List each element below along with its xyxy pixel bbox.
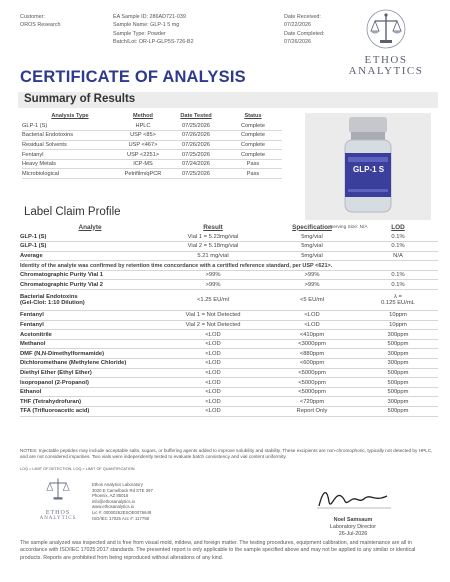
lambda-value: 0.125 EU/mL [381,300,415,307]
cell: <410ppm [266,330,358,340]
cell: USP <85> [118,131,168,141]
label-col-spec: Specification [292,223,332,231]
cell: 07/25/2026 [168,169,224,179]
certificate-title: CERTIFICATE OF ANALYSIS [20,68,246,86]
seal-word-ethos: ETHOS [45,510,71,516]
serving-size: Serving Size: N/A [330,225,368,230]
scales-of-justice-icon [43,473,73,505]
cell: HPLC [118,121,168,131]
summary-col-status: Status [244,113,262,119]
ethos-seal [30,473,86,521]
signer-name: Noel Samsaum [333,517,373,523]
cell: 5mg/vial [266,242,358,252]
table-row [22,140,282,150]
cell: Fentanyl [20,311,160,321]
cell: Fentanyl [22,150,118,160]
cell: 07/25/2026 [168,121,224,131]
sample-name: Sample Name: GLP-1 5 mg [113,22,180,29]
seal-word-analytics: ANALYTICS [39,516,77,521]
cell: Vial 1 = Not Detected [160,311,266,321]
cell: <5000ppm [266,368,358,378]
endotoxin-result: <1.25 EU/ml [160,290,266,311]
cell: 10ppm [358,320,438,330]
cell: Complete [224,121,282,131]
endotoxin-row [20,290,438,311]
cell: <LOD [160,407,266,417]
summary-rows [22,121,282,179]
cell: DMF (N,N-Dimethylformamide) [20,349,160,359]
cell: Ethanol [20,387,160,397]
endotoxin-analyte [20,290,160,311]
date-received-label: Date Received: [284,14,321,20]
cell: Report Only [266,407,358,417]
cell: Residual Solvents [22,140,118,150]
cell: Vial 2 = Not Detected [160,320,266,330]
table-row [20,368,438,378]
signature-scribble [313,486,393,512]
cell: 300ppm [358,359,438,369]
cell: Bacterial Endotoxins [22,131,118,141]
cell: 500ppm [358,387,438,397]
cell: <3000ppm [266,339,358,349]
cell: TFA (Trifluoroacetic acid) [20,407,160,417]
lab-email[interactable]: info@ethosanalytics.io [92,498,136,504]
sample-id: EA Sample ID: 286AD721-039 [113,14,186,20]
table-row [20,378,438,388]
label-col-analyte: Analyte [78,223,102,231]
lab-website[interactable]: www.ethosanalytics.io [92,504,135,510]
cell: <5000ppm [266,387,358,397]
table-row [22,159,282,169]
cell: <720ppm [266,397,358,407]
abbreviation-note: LOQ = LIMIT OF DETECTION, LOQ = LIMIT OF QUANTIFICATION [20,467,135,471]
cell: 500ppm [358,368,438,378]
table-row [22,169,282,179]
summary-col-date: Date Tested [180,113,212,119]
cell: >99% [160,280,266,290]
cell: USP <2251> [118,150,168,160]
endotoxin-spec: <5 EU/ml [266,290,358,311]
customer-label: Customer: [20,14,45,20]
cell: 300ppm [358,349,438,359]
cell: <LOD [160,339,266,349]
table-row [22,150,282,160]
cell: 0.1% [358,280,438,290]
cell: >99% [266,270,358,280]
cell: Complete [224,131,282,141]
endotoxin-name: Bacterial Endotoxins [20,294,78,301]
cell: <5000ppm [266,378,358,388]
sample-type: Sample Type: Powder [113,30,166,37]
cell: 5mg/vial [266,232,358,242]
cell: Microbiological [22,169,118,179]
cell: 300ppm [358,397,438,407]
cell: 500ppm [358,339,438,349]
table-row [22,121,282,131]
cell: Pass [224,169,282,179]
cell: GLP-1 (S) [20,232,160,242]
cell: <LOD [160,378,266,388]
cell: Pass [224,159,282,169]
cell: USP <467> [118,140,168,150]
cell: Vial 2 = 5.18mg/vial [160,242,266,252]
cell: Heavy Metals [22,159,118,169]
lab-address [92,482,153,521]
cell: ICP-MS [118,159,168,169]
cell: Acetonitrile [20,330,160,340]
cell: <LOD [266,311,358,321]
ethos-logo [340,8,432,77]
label-claim-table [20,222,438,417]
cell: 500ppm [358,378,438,388]
dates-block [284,13,324,46]
cell: 500ppm [358,407,438,417]
lab-street: 3020 E Camelback Rd STE 397 [92,487,153,493]
label-col-lod: LOD [391,223,405,231]
scales-of-justice-icon [366,8,406,50]
cell: 5mg/vial [266,251,358,261]
cell: 07/25/2026 [168,150,224,160]
cell: 0.1% [358,232,438,242]
table-row [20,242,438,252]
signature-block [298,486,408,538]
cell: Dichloromethane (Methylene Chloride) [20,359,160,369]
table-row [20,270,438,280]
cell: Methanol [20,339,160,349]
cell: <LOD [160,359,266,369]
notes-paragraph: NOTES: Injectable peptides may include acceptable salts, sugars, or buffering agents added to improve solubility and stability. These excipients are non-chromophoric, typically not detected by HPLC, and are not considered impurities. Two vials were independently tested to evaluate batch consistency and vial content uniformity. [20,448,433,460]
logo-word-ethos: ETHOS [364,54,408,66]
cell: Isopropanol (2-Propanol) [20,378,160,388]
cell: 0.1% [358,270,438,280]
lab-license: Lic #: 00000262ESOE0076649 [92,509,152,515]
customer-name: OROS Research [20,22,61,29]
lab-city: Phoenix, AZ 85016 [92,493,129,499]
disclaimer: The sample analyzed was inspected and is free from visual mold, mildew, and foreign matter. The testing procedures, equipment calibration, and maintenance are all in accordance with ISO/IEC 17025:2017 standards. The presented report is only applicable to the sample specified above and may not be applied to any similar or identical products. Reports are prohibited from being reproduced without alterations of any kind. [20,540,416,561]
identity-note-row [20,261,438,271]
identity-note: Identity of the analyte was confirmed by retention time concordance with a certified reference standard, per USP <621>. [20,261,438,271]
table-row [20,387,438,397]
cell: >99% [266,280,358,290]
customer-block [20,13,60,30]
vial-photo [305,113,431,220]
cell: >99% [160,270,266,280]
signature-date: 26-Jul-2026 [338,531,368,537]
cell: Vial 1 = 5.23mg/vial [160,232,266,242]
signer-role: Laboratory Director [329,524,377,530]
cell: 07/24/2026 [168,159,224,169]
cell: 10ppm [358,311,438,321]
lambda-label: λ = [394,294,402,301]
cell: <LOD [160,397,266,407]
label-claim-heading: Label Claim Profile [24,206,121,218]
cell: <LOD [160,330,266,340]
cell: <LOD [160,349,266,359]
summary-heading: Summary of Results [24,93,136,105]
summary-col-analysis: Analysis Type [51,113,89,119]
table-row [20,251,438,261]
table-row [20,407,438,417]
cell: 07/26/2026 [168,131,224,141]
summary-col-method: Method [133,113,153,119]
table-row [20,339,438,349]
table-row [20,311,438,321]
cell: <880ppm [266,349,358,359]
cell: 300ppm [358,330,438,340]
sample-info-block [113,13,194,46]
date-received: 07/22/2026 [284,22,311,29]
cell: Complete [224,140,282,150]
endotoxin-lod [358,290,438,311]
cell: <600ppm [266,359,358,369]
cell: GLP-1 (S) [20,242,160,252]
table-row [22,131,282,141]
cell: Chromatographic Purity Vial 1 [20,270,160,280]
table-row [20,280,438,290]
table-row [20,320,438,330]
table-row [20,349,438,359]
logo-word-analytics: ANALYTICS [348,65,424,77]
cell: <LOD [266,320,358,330]
cell: THF (Tetrahydrofuran) [20,397,160,407]
cell: Diethyl Ether (Ethyl Ether) [20,368,160,378]
cell: 5.21 mg/vial [160,251,266,261]
table-row [20,330,438,340]
cell: Average [20,251,160,261]
cell: GLP-1 (S) [22,121,118,131]
table-row [20,397,438,407]
date-completed: 07/26/2026 [284,38,311,45]
cell: <LOD [160,368,266,378]
cell: 0.1% [358,242,438,252]
date-completed-label: Date Completed: [284,30,325,37]
cell: Petrifilm/qPCR [118,169,168,179]
table-row [20,359,438,369]
cell: Complete [224,150,282,160]
endotoxin-dilution: (Gel-Clot: 1:10 Dilution) [20,300,85,307]
table-row [20,232,438,242]
summary-table [22,111,282,179]
cell: N/A [358,251,438,261]
cell: <LOD [160,387,266,397]
lab-accreditation: ISO/IEC 17025 Acc #: 117798 [92,515,150,521]
cell: Chromatographic Purity Vial 2 [20,280,160,290]
cell: 07/26/2026 [168,140,224,150]
label-claim-rows [20,232,438,416]
cell: Fentanyl [20,320,160,330]
vial-label: GLP-1 S [353,165,385,174]
lab-name: Ethos Analytics Laboratory [92,482,143,487]
batch-lot: Batch/Lot: OR-LP-GLP5S-726-B2 [113,38,194,45]
label-col-result: Result [203,223,223,231]
